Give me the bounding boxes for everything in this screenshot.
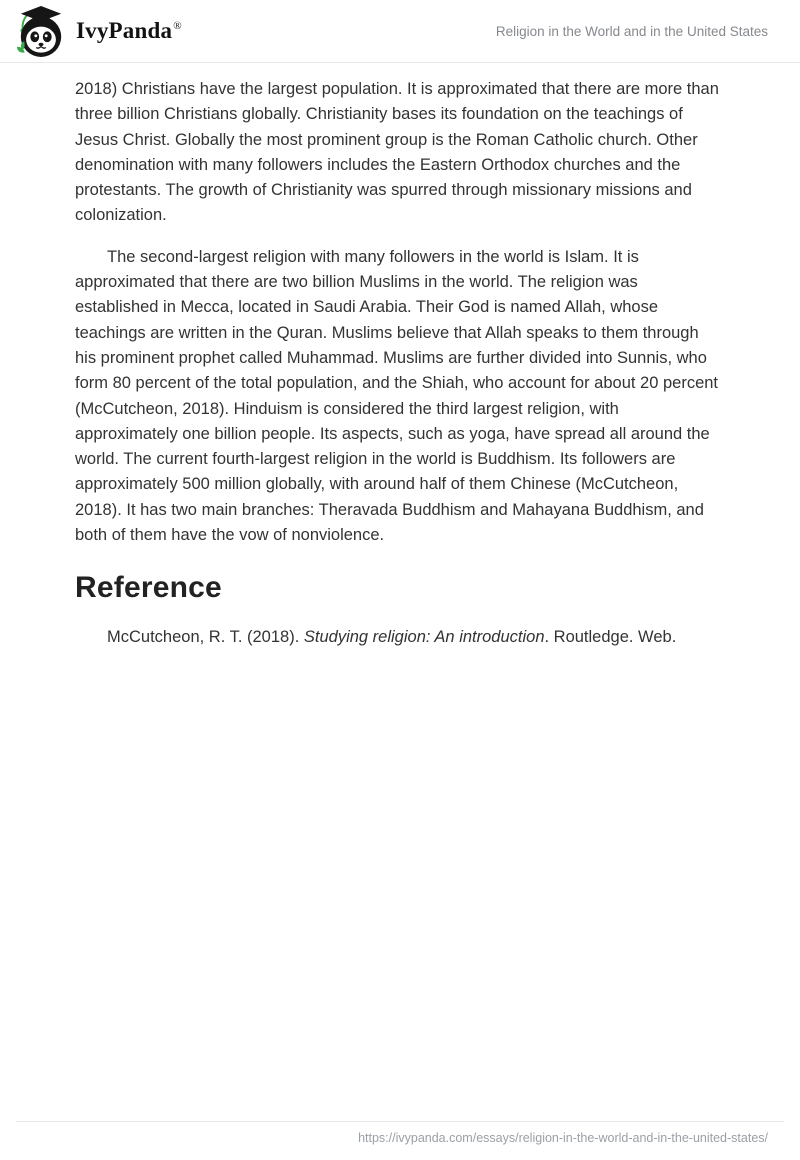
- source-url-link[interactable]: https://ivypanda.com/essays/religion-in-the-world-and-in-the-united-states/: [358, 1131, 768, 1145]
- reference-author: McCutcheon, R. T. (2018).: [107, 627, 304, 646]
- reference-heading: Reference: [75, 571, 222, 605]
- page-footer: [0, 1121, 800, 1160]
- page-header: [0, 0, 800, 63]
- panda-graduate-logo-icon: [16, 4, 66, 58]
- essay-body: [0, 63, 800, 650]
- paragraph-islam-hinduism-buddhism: The second-largest religion with many followers in the world is Islam. It is approximated that there are two billion Muslims in the world. The religion was established in Mecca, located in Saudi Arabia. Their God is named Allah, whose teachings are written in the Quran. Muslims believe that Allah speaks to them through his prominent prophet called Muhammad. Muslims are further divided into Sunnis, who form 80 percent of the total population, and the Shiah, who account for about 20 percent (McCutcheon, 2018). Hinduism is considered the third largest religion, with approximately one billion people. Its aspects, such as yoga, have spread all around the world. The current fourth-largest religion in the world is Buddhism. Its followers are approximately 500 million globally, with around half of them Chinese (McCutcheon, 2018). It has two main branches: Theravada Buddhism and Mahayana Buddhism, and both of them have the vow of nonviolence.: [75, 247, 719, 545]
- ivypanda-logo-link[interactable]: [16, 4, 182, 58]
- reference-publisher: . Routledge. Web.: [544, 627, 677, 646]
- brand-text: IvyPanda: [76, 18, 173, 43]
- registered-mark: ®: [173, 20, 182, 33]
- reference-entry: [75, 625, 723, 650]
- paragraph-christianity: 2018) Christians have the largest population. It is approximated that there are more than three billion Christians globally. Christianity bases its foundation on the teachings of Jesus Christ. Globally the most prominent group is the Roman Catholic church. Other denomination with many followers includes the Eastern Orthodox churches and the protestants. The growth of Christianity was spurred through missionary missions and colonization.: [75, 80, 719, 225]
- document-title: Religion in the World and in the United States: [495, 23, 768, 39]
- reference-title: Studying religion: An introduction: [303, 627, 545, 646]
- brand-name: [76, 18, 182, 44]
